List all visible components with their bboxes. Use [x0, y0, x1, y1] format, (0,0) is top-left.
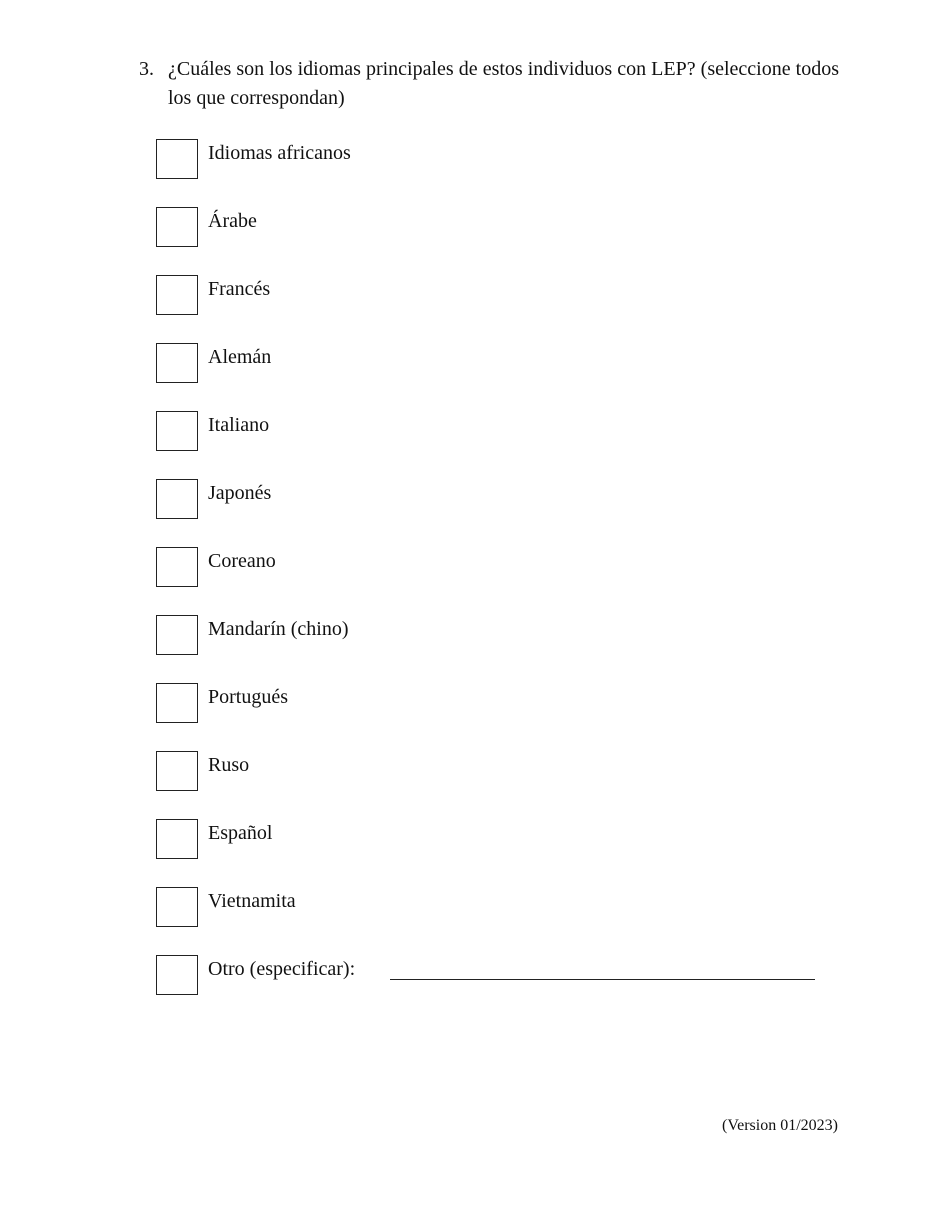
option-label: Italiano — [208, 414, 270, 436]
checkbox-french[interactable] — [156, 275, 198, 315]
option-label: Idiomas africanos — [208, 142, 351, 164]
checkbox-vietnamese[interactable] — [156, 887, 198, 927]
checkbox-german[interactable] — [156, 343, 198, 383]
option-french — [156, 275, 856, 317]
option-portuguese — [156, 683, 856, 725]
option-japanese — [156, 479, 856, 521]
option-label: Portugués — [208, 686, 288, 708]
checkbox-portuguese[interactable] — [156, 683, 198, 723]
option-other — [156, 955, 856, 997]
checkbox-russian[interactable] — [156, 751, 198, 791]
option-label: Mandarín (chino) — [208, 618, 349, 640]
option-arabic — [156, 207, 856, 249]
checkbox-italian[interactable] — [156, 411, 198, 451]
option-label: Japonés — [208, 482, 272, 504]
option-vietnamese — [156, 887, 856, 929]
option-label: Coreano — [208, 550, 276, 572]
checkbox-african-languages[interactable] — [156, 139, 198, 179]
question-text: ¿Cuáles son los idiomas principales de estos individuos con LEP? (seleccione todos los que correspondan) — [168, 58, 839, 109]
option-african-languages — [156, 139, 856, 181]
option-label: Alemán — [208, 346, 272, 368]
option-spanish — [156, 819, 856, 861]
version-footer: (Version 01/2023) — [722, 1117, 838, 1134]
option-label: Ruso — [208, 754, 250, 776]
checkbox-other[interactable] — [156, 955, 198, 995]
option-label: Vietnamita — [208, 890, 296, 912]
checkbox-mandarin[interactable] — [156, 615, 198, 655]
question-block — [139, 55, 839, 113]
option-italian — [156, 411, 856, 453]
checkbox-arabic[interactable] — [156, 207, 198, 247]
checkbox-korean[interactable] — [156, 547, 198, 587]
option-mandarin — [156, 615, 856, 657]
option-label: Francés — [208, 278, 271, 300]
option-korean — [156, 547, 856, 589]
option-german — [156, 343, 856, 385]
option-label: Otro (especificar): — [208, 958, 356, 980]
other-specify-line[interactable] — [390, 979, 815, 980]
option-label: Español — [208, 822, 273, 844]
checkbox-japanese[interactable] — [156, 479, 198, 519]
checkbox-spanish[interactable] — [156, 819, 198, 859]
language-options-list — [156, 139, 856, 1023]
option-russian — [156, 751, 856, 793]
option-label: Árabe — [208, 210, 257, 232]
question-number: 3. — [139, 58, 154, 80]
